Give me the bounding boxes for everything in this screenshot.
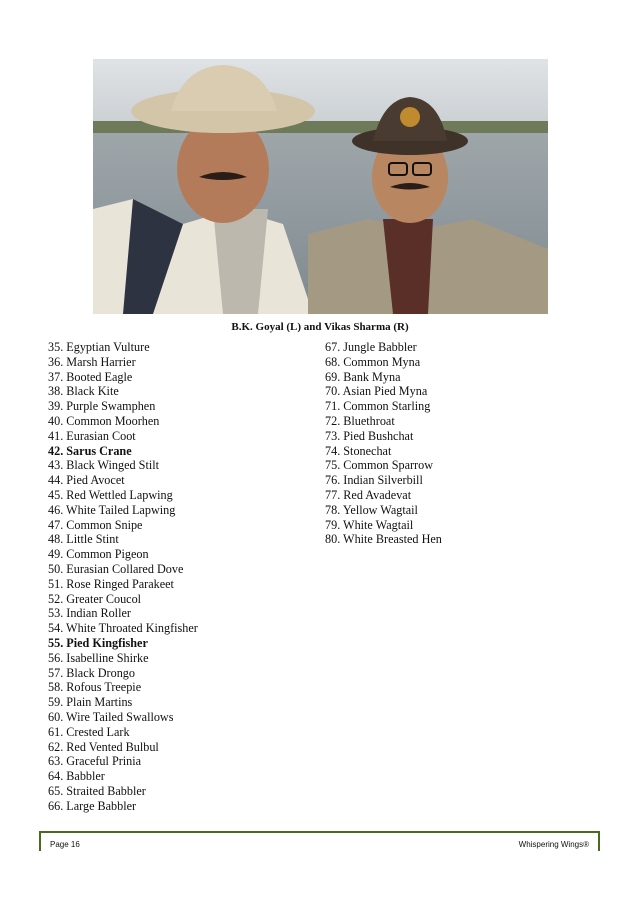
bird-list-item: 78. Yellow Wagtail <box>325 502 418 517</box>
bird-list-item: 62. Red Vented Bulbul <box>48 739 159 754</box>
bird-list-item: 60. Wire Tailed Swallows <box>48 709 174 724</box>
bird-list-item: 67. Jungle Babbler <box>325 340 417 354</box>
bird-list-item: 58. Rofous Treepie <box>48 680 142 695</box>
publication-name: Whispering Wings® <box>518 840 589 849</box>
bird-list-item: 47. Common Snipe <box>48 517 143 532</box>
bird-list-item: 42. Sarus Crane <box>48 443 132 458</box>
bird-list-item: 63. Graceful Prinia <box>48 754 142 769</box>
page-number: Page 16 <box>50 840 80 849</box>
bird-list-item: 55. Pied Kingfisher <box>48 635 148 650</box>
bird-list-item: 77. Red Avadevat <box>325 487 412 502</box>
bird-list-item: 70. Asian Pied Myna <box>325 384 428 399</box>
bird-list-item: 40. Common Moorhen <box>48 413 160 428</box>
bird-list-item: 76. Indian Silverbill <box>325 473 423 488</box>
photo-caption: B.K. Goyal (L) and Vikas Sharma (R) <box>231 321 409 333</box>
bird-list-item: 43. Black Winged Stilt <box>48 458 159 473</box>
bird-list-item: 38. Black Kite <box>48 384 119 399</box>
photo-image <box>93 59 548 314</box>
bird-list-item: 75. Common Sparrow <box>325 458 433 473</box>
bird-list-item: 79. White Wagtail <box>325 517 414 532</box>
bird-list-item: 69. Bank Myna <box>325 369 401 384</box>
bird-list-item: 35. Egyptian Vulture <box>48 340 150 354</box>
bird-list-item: 46. White Tailed Lapwing <box>48 502 176 517</box>
bird-list-item: 74. Stonechat <box>325 443 392 458</box>
bird-list-item: 65. Straited Babbler <box>48 783 146 798</box>
bird-list-item: 61. Crested Lark <box>48 724 130 739</box>
photo <box>93 59 548 314</box>
bird-list-item: 68. Common Myna <box>325 354 421 369</box>
bird-list-item: 52. Greater Coucol <box>48 591 142 606</box>
bird-list-item: 36. Marsh Harrier <box>48 354 136 369</box>
bird-list-item: 59. Plain Martins <box>48 695 133 710</box>
bird-list-item: 80. White Breasted Hen <box>325 532 442 547</box>
bird-list-item: 64. Babbler <box>48 769 105 784</box>
page-footer <box>39 831 600 851</box>
bird-list-item: 54. White Throated Kingfisher <box>48 621 198 636</box>
bird-list-item: 56. Isabelline Shirke <box>48 650 149 665</box>
bird-list-item: 53. Indian Roller <box>48 606 131 621</box>
bird-list-item: 71. Common Starling <box>325 399 431 414</box>
bird-list-right <box>325 340 442 547</box>
bird-list-item: 44. Pied Avocet <box>48 473 125 488</box>
bird-list-item: 50. Eurasian Collared Dove <box>48 561 184 576</box>
bird-list-item: 48. Little Stint <box>48 532 119 547</box>
bird-list-item: 37. Booted Eagle <box>48 369 133 384</box>
bird-list-item: 41. Eurasian Coot <box>48 428 136 443</box>
bird-list-item: 72. Bluethroat <box>325 413 395 428</box>
bird-list-left <box>48 340 198 814</box>
bird-list-item: 45. Red Wettled Lapwing <box>48 487 173 502</box>
bird-list-item: 49. Common Pigeon <box>48 547 149 562</box>
bird-list-item: 57. Black Drongo <box>48 665 135 680</box>
bird-list-item: 51. Rose Ringed Parakeet <box>48 576 174 591</box>
bird-list-item: 39. Purple Swamphen <box>48 399 156 414</box>
bird-list-item: 66. Large Babbler <box>48 798 137 813</box>
bird-list-item: 73. Pied Bushchat <box>325 428 414 443</box>
